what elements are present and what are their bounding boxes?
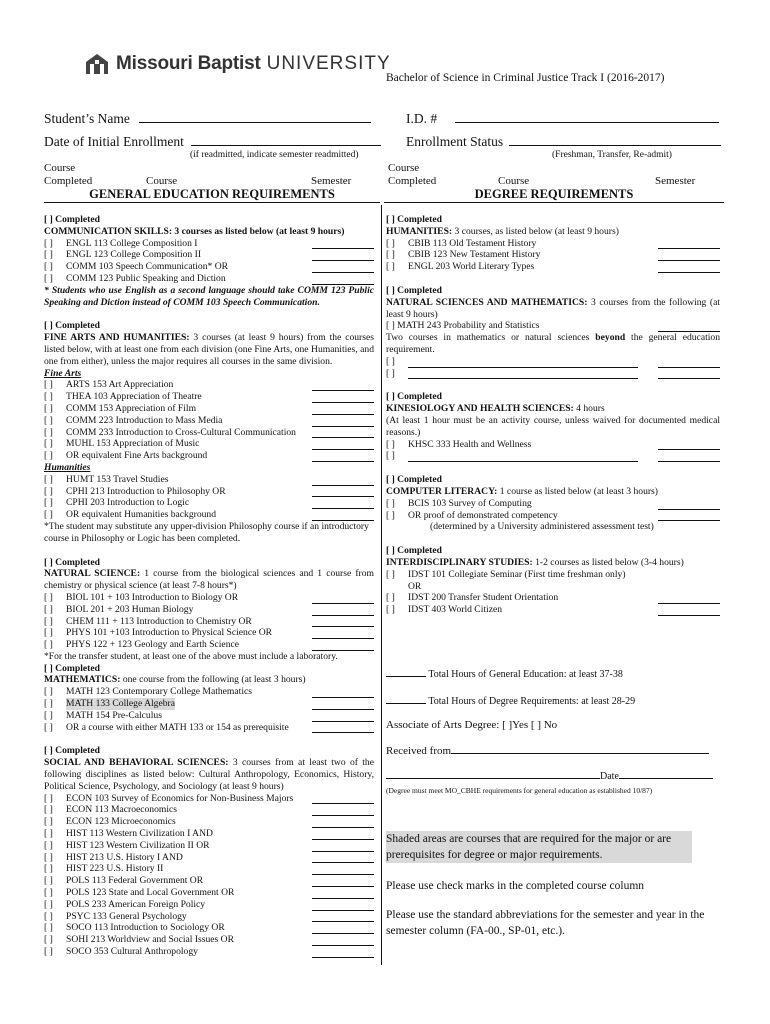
- checkbox[interactable]: [ ]: [44, 887, 53, 899]
- totals-block: [386, 668, 720, 797]
- course-row: [44, 686, 374, 698]
- course-row: [44, 698, 374, 710]
- course-row: [44, 828, 374, 840]
- natural-science-section: [44, 557, 374, 663]
- checkbox[interactable]: [ ]: [44, 603, 53, 615]
- course-name: HIST 113 Western Civilization I AND: [66, 828, 213, 840]
- social-section: [44, 745, 374, 957]
- dh-heading: HUMANITIES:: [386, 225, 453, 237]
- course-name: MATH 133 College Algebra: [66, 698, 175, 710]
- checkbox[interactable]: [ ]: [44, 438, 53, 450]
- course-row: [44, 852, 374, 864]
- math-completed[interactable]: [ ] Completed: [44, 662, 100, 674]
- checkbox[interactable]: [ ]: [386, 261, 395, 273]
- checkbox[interactable]: [ ]: [44, 426, 53, 438]
- science-heading: NATURAL SCIENCE:: [44, 568, 141, 580]
- gen-ed-hours-line[interactable]: [386, 668, 426, 677]
- course-row: [44, 379, 374, 391]
- university-logo: [84, 52, 391, 76]
- semester-line[interactable]: [312, 713, 374, 722]
- course-row: [44, 934, 374, 946]
- semester-line[interactable]: [658, 359, 720, 368]
- course-name: COMM 153 Appreciation of Film: [66, 402, 197, 414]
- course-row: [44, 497, 374, 509]
- degree-natsci-section: [386, 285, 720, 379]
- semester-line[interactable]: [312, 630, 374, 639]
- dn-box-2[interactable]: [ ]: [386, 367, 395, 379]
- course-row: [44, 899, 374, 911]
- checkbox[interactable]: [ ]: [44, 379, 53, 391]
- total-degree: Total Hours of Degree Requirements: at least 28-29: [428, 696, 636, 707]
- checkbox[interactable]: [ ]: [386, 237, 395, 249]
- dn-box-1[interactable]: [ ]: [386, 355, 395, 367]
- degree-kine-section: [386, 391, 720, 462]
- course-row: [386, 498, 720, 510]
- checkbox[interactable]: [ ]: [44, 473, 53, 485]
- course-row: [44, 875, 374, 887]
- course-name: MATH 123 Contemporary College Mathematics: [66, 686, 252, 698]
- course-name: ECON 113 Macroeconomics: [66, 804, 178, 816]
- checkbox[interactable]: [ ]: [44, 391, 53, 403]
- dc-heading: COMPUTER LITERACY:: [386, 485, 498, 497]
- checkbox[interactable]: [ ]: [44, 698, 53, 710]
- course-row: [44, 474, 374, 486]
- semester-line[interactable]: [312, 595, 374, 604]
- enrollment-status-line[interactable]: [509, 134, 721, 146]
- fine-arts-section: [44, 320, 374, 544]
- course-row: [44, 604, 374, 616]
- course-row: [44, 639, 374, 651]
- university-seal-icon: [84, 52, 110, 76]
- check-marks-note: Please use check marks in the completed course column: [386, 880, 645, 892]
- semester-line[interactable]: [312, 618, 374, 627]
- course-row: [386, 510, 720, 522]
- semester-line[interactable]: [312, 866, 374, 875]
- science-note: *For the transfer student, at least one of the above must include a laboratory.: [44, 650, 338, 662]
- course-row: [44, 438, 374, 450]
- checkbox[interactable]: [ ]: [44, 414, 53, 426]
- checkbox[interactable]: [ ]: [44, 934, 53, 946]
- semester-line[interactable]: [312, 500, 374, 509]
- degree-humanities-section: [386, 214, 720, 273]
- total-gen-ed: Total Hours of General Education: at least 37-38: [428, 669, 623, 680]
- checkbox[interactable]: [ ]: [44, 851, 53, 863]
- course-name: CHEM 111 + 113 Introduction to Chemistry OR: [66, 615, 252, 627]
- checkbox[interactable]: [ ]: [44, 922, 53, 934]
- student-name-line[interactable]: [139, 111, 371, 123]
- col-course-label-right: Course: [388, 162, 420, 174]
- semester-line[interactable]: [312, 264, 374, 273]
- semester-line[interactable]: [312, 937, 374, 946]
- right-column-headings: [388, 162, 436, 188]
- semester-line[interactable]: [312, 406, 374, 415]
- course-row: [44, 261, 374, 273]
- course-name: COMM 123 Public Speaking and Diction: [66, 272, 226, 284]
- checkbox[interactable]: [ ]: [386, 497, 395, 509]
- semester-line[interactable]: [312, 913, 374, 922]
- course-row: [386, 450, 720, 462]
- course-name: ENGL 123 College Composition II: [66, 249, 202, 261]
- course-row: [386, 569, 720, 581]
- dn-desc2c: the general education requirement.: [386, 332, 721, 355]
- di-desc: 1-2 courses as listed below (3-4 hours): [535, 556, 684, 568]
- semester-line[interactable]: [658, 512, 720, 521]
- checkbox[interactable]: [ ]: [44, 792, 53, 804]
- left-column-headings: [44, 162, 92, 188]
- semester-line[interactable]: [312, 831, 374, 840]
- course-name: SOHI 213 Worldview and Social Issues OR: [66, 934, 234, 946]
- course-name: COMM 103 Speech Communication* OR: [66, 261, 229, 273]
- semester-line[interactable]: [312, 795, 374, 804]
- checkbox[interactable]: [ ]: [386, 438, 395, 450]
- communication-section: [44, 214, 374, 308]
- course-name: OR: [408, 580, 422, 592]
- course-row: [44, 887, 374, 899]
- semester-line[interactable]: [312, 512, 374, 521]
- semester-line[interactable]: [312, 418, 374, 427]
- semester-line[interactable]: [312, 488, 374, 497]
- semester-line[interactable]: [312, 902, 374, 911]
- checkbox[interactable]: [ ]: [386, 568, 395, 580]
- course-row: [44, 450, 374, 462]
- degree-computer-section: [386, 474, 720, 533]
- semester-line[interactable]: [312, 276, 374, 285]
- received-from-label: Received from: [386, 745, 452, 757]
- checkbox[interactable]: [ ]: [44, 709, 53, 721]
- arts-desc: 3 courses (at least 9 hours) from the courses listed below, with at least one from each division (one Fine Arts, one Humanities, and one from either), unless the major requires all courses in the same division.: [44, 332, 374, 367]
- semester-line[interactable]: [312, 607, 374, 616]
- arts-heading: FINE ARTS AND HUMANITIES:: [44, 332, 190, 344]
- semester-line[interactable]: [312, 477, 374, 486]
- course-row: [44, 863, 374, 875]
- semester-line[interactable]: [658, 252, 720, 261]
- course-row: [386, 249, 720, 261]
- course-name: OR equivalent Humanities background: [66, 509, 217, 521]
- associate-degree[interactable]: Associate of Arts Degree: [ ]Yes [ ] No: [386, 719, 558, 731]
- semester-line[interactable]: [658, 501, 720, 510]
- dk-completed[interactable]: [ ] Completed: [386, 391, 442, 403]
- semester-line[interactable]: [312, 890, 374, 899]
- semester-line[interactable]: [312, 807, 374, 816]
- checkbox[interactable]: [ ]: [44, 591, 53, 603]
- arts-completed[interactable]: [ ] Completed: [44, 320, 100, 332]
- semester-line[interactable]: [312, 453, 374, 462]
- course-row: [44, 273, 374, 285]
- course-name: BIOL 201 + 203 Human Biology: [66, 603, 194, 615]
- degree-inter-section: [386, 545, 720, 616]
- course-row: [44, 710, 374, 722]
- student-name-field[interactable]: [44, 111, 371, 127]
- course-row: [386, 238, 720, 250]
- dk-heading: KINESIOLOGY AND HEALTH SCIENCES:: [386, 403, 574, 415]
- course-row: [44, 840, 374, 852]
- semester-line[interactable]: [312, 701, 374, 710]
- course-name: PHYS 101 +103 Introduction to Physical Science OR: [66, 627, 273, 639]
- semester-line[interactable]: [312, 240, 374, 249]
- col-course2-right: Course: [498, 175, 530, 187]
- course-row: [44, 946, 374, 958]
- course-name: MUHL 153 Appreciation of Music: [66, 438, 200, 450]
- logo-name: Missouri Baptist: [116, 53, 261, 74]
- semester-line[interactable]: [312, 642, 374, 651]
- semester-line[interactable]: [312, 854, 374, 863]
- course-name: PSYC 133 General Psychology: [66, 910, 187, 922]
- col-completed-label-right: Completed: [388, 175, 437, 187]
- semester-line[interactable]: [658, 595, 720, 604]
- semester-line[interactable]: [312, 382, 374, 391]
- course-row: [44, 403, 374, 415]
- checkbox[interactable]: [ ]: [44, 450, 53, 462]
- degree-hours-line[interactable]: [386, 695, 426, 704]
- semester-line[interactable]: [658, 323, 720, 332]
- semester-line[interactable]: [658, 607, 720, 616]
- course-name: POLS 113 Federal Government OR: [66, 875, 204, 887]
- semester-line[interactable]: [312, 689, 374, 698]
- science-desc: 1 course from the biological sciences and 1 course from chemistry or physical science (at least 7-8 hours*): [44, 568, 374, 592]
- dn-desc2a: Two courses in mathematics or natural sciences: [386, 332, 590, 344]
- dn-desc2b: beyond: [595, 332, 626, 344]
- course-name: POLS 233 American Foreign Policy: [66, 898, 206, 910]
- mo-cbhe-note: (Degree must meet MO_CBHE requirements for general education as established 10/87): [386, 786, 653, 795]
- course-name: HIST 123 Western Civilization II OR: [66, 839, 210, 851]
- course-row: [386, 604, 720, 616]
- student-name-label: Student’s Name: [44, 111, 130, 126]
- course-name: POLS 123 State and Local Government OR: [66, 887, 235, 899]
- course-row: [44, 391, 374, 403]
- math-section: [44, 663, 374, 734]
- date-label: Date: [600, 771, 619, 782]
- course-name: SOCO 353 Cultural Anthropology: [66, 946, 198, 958]
- course-row: [44, 415, 374, 427]
- checkbox[interactable]: [ ]: [44, 816, 53, 828]
- course-name: [408, 453, 638, 462]
- col-course-label: Course: [44, 162, 76, 174]
- checkbox[interactable]: [ ]: [44, 272, 53, 284]
- checkbox[interactable]: [ ]: [44, 910, 53, 922]
- id-field[interactable]: [406, 111, 719, 127]
- semester-line[interactable]: [312, 925, 374, 934]
- course-row: [44, 627, 374, 639]
- course-name: PHYS 122 + 123 Geology and Earth Science: [66, 639, 240, 651]
- dc-note: (determined by a University administered assessment test): [430, 521, 654, 533]
- course-name: THEA 103 Appreciation of Theatre: [66, 391, 202, 403]
- semester-line[interactable]: [312, 394, 374, 403]
- dn-item-stats[interactable]: [ ] MATH 243 Probability and Statistics: [386, 320, 540, 332]
- semester-line[interactable]: [658, 370, 720, 379]
- comm-completed[interactable]: [ ] Completed: [44, 214, 100, 225]
- course-name: IDST 200 Transfer Student Orientation: [408, 592, 559, 604]
- checkbox[interactable]: [ ]: [44, 402, 53, 414]
- course-name: BIOL 101 + 103 Introduction to Biology OR: [66, 591, 239, 603]
- id-line[interactable]: [455, 111, 719, 123]
- semester-line[interactable]: [658, 441, 720, 450]
- checkbox[interactable]: [ ]: [386, 450, 395, 462]
- course-name: CBIB 123 New Testament History: [408, 249, 541, 261]
- comm-heading: COMMUNICATION SKILLS: 3 courses as listed below (at least 9 hours): [44, 225, 345, 237]
- column-divider: [381, 205, 382, 965]
- checkbox[interactable]: [ ]: [44, 627, 53, 639]
- shaded-areas-note: Shaded areas are courses that are required for the major or are prerequisites for degree or major requirements.: [386, 831, 692, 863]
- enrollment-date-note: (if readmitted, indicate semester readmitted): [190, 150, 359, 160]
- math-heading: MATHEMATICS:: [44, 674, 121, 686]
- date-line[interactable]: [619, 770, 713, 779]
- course-name: MATH 154 Pre-Calculus: [66, 709, 162, 721]
- abbreviations-note: Please use the standard abbreviations for the semester and year in the semester column (FA-00., SP-01, etc.).: [386, 909, 705, 937]
- enrollment-status-label: Enrollment Status: [406, 134, 504, 149]
- dh-desc: 3 courses, as listed below (at least 9 hours): [454, 225, 619, 237]
- course-name: ARTS 153 Art Appreciation: [66, 379, 174, 391]
- checkbox[interactable]: [ ]: [44, 485, 53, 497]
- course-name: ENGL 203 World Literary Types: [408, 261, 535, 273]
- course-row: [44, 616, 374, 628]
- checkbox[interactable]: [ ]: [44, 721, 53, 733]
- semester-line[interactable]: [658, 453, 720, 462]
- semester-line[interactable]: [312, 949, 374, 958]
- enrollment-status-field[interactable]: [406, 134, 721, 150]
- social-completed[interactable]: [ ] Completed: [44, 745, 100, 757]
- checkbox[interactable]: [ ]: [386, 249, 395, 261]
- checkbox[interactable]: [ ]: [44, 946, 53, 958]
- signature-line[interactable]: [386, 770, 600, 779]
- course-name: CBIB 113 Old Testament History: [408, 237, 537, 249]
- logo-university: UNIVERSITY: [266, 53, 391, 74]
- dn-desc: 3 courses from the following (at least 9 hours): [386, 296, 721, 320]
- checkbox[interactable]: [ ]: [44, 615, 53, 627]
- course-row: [44, 911, 374, 923]
- gen-ed-title: GENERAL EDUCATION REQUIREMENTS: [44, 187, 380, 203]
- semester-line[interactable]: [658, 240, 720, 249]
- course-line[interactable]: [408, 359, 638, 368]
- degree-column: [386, 214, 720, 628]
- checkbox[interactable]: [ ]: [44, 875, 53, 887]
- course-row: [44, 486, 374, 498]
- course-name: ECON 103 Survey of Economics for Non-Business Majors: [66, 792, 294, 804]
- col-completed-label: Completed: [44, 175, 93, 187]
- col-course2-left: Course: [146, 175, 178, 187]
- checkbox[interactable]: [ ]: [44, 686, 53, 698]
- comm-note: * Students who use English as a second language should take COMM 123 Public Speaking and Diction instead of COMM 103 Speech Communication.: [44, 284, 374, 308]
- checkbox[interactable]: [ ]: [44, 898, 53, 910]
- course-row: [44, 509, 374, 521]
- course-name: SOCO 113 Introduction to Sociology OR: [66, 922, 225, 934]
- program-title: Bachelor of Science in Criminal Justice Track I (2016-2017): [386, 72, 665, 84]
- course-row: [44, 238, 374, 250]
- humanities-label: Humanities: [44, 461, 91, 473]
- course-name: OR equivalent Fine Arts background: [66, 450, 208, 462]
- course-row: [386, 592, 720, 604]
- semester-line[interactable]: [312, 878, 374, 887]
- course-row: [44, 722, 374, 734]
- degree-title: DEGREE REQUIREMENTS: [384, 187, 724, 203]
- gen-ed-column: [44, 214, 374, 970]
- semester-line[interactable]: [312, 252, 374, 261]
- course-name: BCIS 103 Survey of Computing: [408, 497, 532, 509]
- checkbox[interactable]: [ ]: [44, 509, 53, 521]
- di-heading: INTERDISCIPLINARY STUDIES:: [386, 556, 533, 568]
- course-row: [44, 249, 374, 261]
- col-semester-left: Semester: [311, 175, 352, 187]
- semester-line[interactable]: [312, 441, 374, 450]
- math-desc: one course from the following (at least 3 hours): [122, 674, 306, 686]
- course-name: CPHI 203 Introduction to Logic: [66, 497, 190, 509]
- course-name: COMM 233 Introduction to Cross-Cultural Communication: [66, 426, 296, 438]
- course-line[interactable]: [408, 370, 638, 379]
- course-name: ECON 123 Microeconomics: [66, 816, 176, 828]
- enrollment-date-label: Date of Initial Enrollment: [44, 134, 184, 149]
- dn-completed[interactable]: [ ] Completed: [386, 284, 442, 296]
- checkbox[interactable]: [ ]: [44, 261, 53, 273]
- enrollment-date-line[interactable]: [191, 134, 381, 146]
- social-desc: 3 courses from at least two of the following disciplines as listed below: Cultural Anthropology, Economics, History, Political Science, Psychology, and Sociology (at least 9 hours): [44, 757, 374, 792]
- dc-desc: 1 course as listed below (at least 3 hours): [499, 485, 658, 497]
- course-row: [44, 793, 374, 805]
- course-name: IDST 403 World Citizen: [408, 604, 503, 616]
- enrollment-date-field[interactable]: [44, 134, 381, 150]
- checkbox[interactable]: [ ]: [386, 604, 395, 616]
- course-name: OR proof of demonstrated competency: [408, 509, 558, 521]
- course-row: [44, 922, 374, 934]
- course-row: [44, 816, 374, 828]
- checkbox[interactable]: [ ]: [44, 828, 53, 840]
- checkbox[interactable]: [ ]: [386, 592, 395, 604]
- enrollment-status-note: (Freshman, Transfer, Re-admit): [552, 150, 672, 160]
- semester-line[interactable]: [312, 724, 374, 733]
- checkbox[interactable]: [ ]: [386, 509, 395, 521]
- dk-desc: 4 hours: [576, 403, 605, 415]
- course-name: HIST 213 U.S. History I AND: [66, 851, 183, 863]
- course-row: [386, 439, 720, 451]
- checkbox[interactable]: [ ]: [44, 237, 53, 249]
- checkbox[interactable]: [ ]: [44, 639, 53, 651]
- course-name: KHSC 333 Health and Wellness: [408, 438, 532, 450]
- dc-completed[interactable]: [ ] Completed: [386, 474, 442, 486]
- checkbox[interactable]: [ ]: [44, 863, 53, 875]
- semester-line[interactable]: [658, 264, 720, 273]
- social-heading: SOCIAL AND BEHAVIORAL SCIENCES:: [44, 757, 229, 769]
- course-name: CPHI 213 Introduction to Philosophy OR: [66, 485, 226, 497]
- arts-note: *The student may substitute any upper-division Philosophy course if an introductory course in Philosophy or Logic has been completed.: [44, 520, 369, 544]
- dk-desc2: (At least 1 hour must be an activity course, unless waived for documented medical reasons.): [386, 414, 720, 438]
- course-row: [44, 427, 374, 439]
- semester-line[interactable]: [312, 819, 374, 828]
- dh-completed[interactable]: [ ] Completed: [386, 214, 442, 225]
- id-label: I.D. #: [406, 111, 438, 126]
- dn-heading: NATURAL SCIENCES AND MATHEMATICS:: [386, 296, 588, 308]
- course-row: [44, 592, 374, 604]
- course-name: OR a course with either MATH 133 or 154 as prerequisite: [66, 721, 289, 733]
- checkbox[interactable]: [ ]: [44, 249, 53, 261]
- semester-line[interactable]: [312, 843, 374, 852]
- course-row: [386, 581, 720, 593]
- fine-arts-label: Fine Arts: [44, 367, 82, 379]
- checkbox[interactable]: [ ]: [44, 804, 53, 816]
- course-name: HIST 223 U.S. History II: [66, 863, 164, 875]
- course-name: ENGL 113 College Composition I: [66, 237, 198, 249]
- course-name: IDST 101 Collegiate Seminar (First time freshman only): [408, 568, 626, 580]
- science-completed[interactable]: [ ] Completed: [44, 556, 100, 568]
- di-completed[interactable]: [ ] Completed: [386, 545, 442, 557]
- received-from-line[interactable]: [451, 744, 709, 754]
- semester-line[interactable]: [312, 429, 374, 438]
- checkbox[interactable]: [ ]: [44, 497, 53, 509]
- checkbox[interactable]: [ ]: [44, 839, 53, 851]
- course-row: [386, 261, 720, 273]
- course-name: HUMT 153 Travel Studies: [66, 473, 169, 485]
- course-name: COMM 223 Introduction to Mass Media: [66, 414, 223, 426]
- col-semester-right: Semester: [655, 175, 696, 187]
- course-row: [44, 804, 374, 816]
